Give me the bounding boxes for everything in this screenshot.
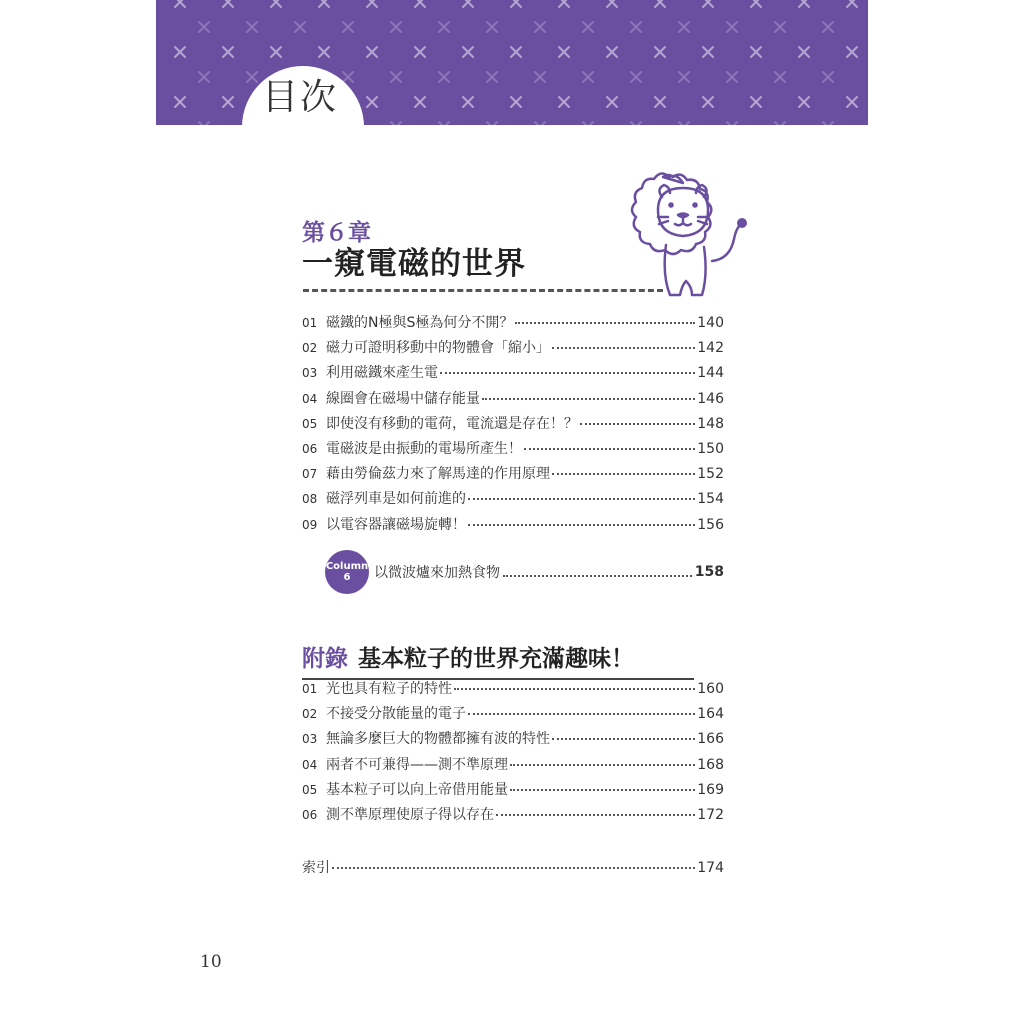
dot-leader <box>552 347 695 349</box>
appendix-title: 基本粒子的世界充滿趣味！ <box>358 646 634 672</box>
entry-title: 藉由勞倫茲力來了解馬達的作用原理 <box>326 466 550 483</box>
appendix-toc <box>302 677 724 828</box>
entry-page: 148 <box>697 415 724 432</box>
entry-title: 電磁波是由振動的電場所產生！ <box>326 440 522 457</box>
entry-title: 兩者不可兼得——測不準原理 <box>326 756 508 773</box>
column-entry[interactable] <box>325 551 724 593</box>
toc-entry[interactable] <box>302 513 724 538</box>
entry-number: 01 <box>302 316 318 330</box>
toc-entry[interactable] <box>302 387 724 412</box>
entry-page: 140 <box>697 315 724 331</box>
entry-page: 169 <box>697 781 724 798</box>
appendix-heading <box>302 648 634 671</box>
dot-leader <box>515 322 695 324</box>
entry-title: 線圈會在磁場中儲存能量 <box>326 390 480 407</box>
entry-title: 無論多麼巨大的物體都擁有波的特性 <box>326 731 550 748</box>
toc-entry[interactable] <box>302 462 724 487</box>
dot-leader <box>468 498 695 500</box>
entry-title: 利用磁鐵來產生電 <box>326 365 438 382</box>
dot-leader <box>496 814 695 816</box>
index-label: 索引 <box>302 860 330 876</box>
toc-entry[interactable] <box>302 336 724 361</box>
toc-entry[interactable] <box>302 311 724 336</box>
appendix-label: 附錄 <box>302 646 348 672</box>
entry-page: 146 <box>697 390 724 407</box>
entry-number: 09 <box>302 517 318 532</box>
toc-entry[interactable] <box>302 803 724 828</box>
entry-number: 04 <box>302 391 318 406</box>
entry-number: 06 <box>302 807 318 822</box>
entry-title: 即使沒有移動的電荷，電流還是存在！？ <box>326 415 578 432</box>
entry-number: 02 <box>302 341 318 356</box>
entry-title: 測不準原理使原子得以存在 <box>326 806 494 823</box>
entry-page: 164 <box>697 706 724 723</box>
chapter-toc <box>302 311 724 538</box>
dot-leader <box>503 575 692 577</box>
column-badge-number: 6 <box>343 572 351 583</box>
dot-leader <box>524 448 695 450</box>
page-number: 10 <box>200 952 222 972</box>
column-badge <box>325 550 369 594</box>
entry-title: 光也具有粒子的特性 <box>326 681 452 697</box>
entry-number: 04 <box>302 757 318 772</box>
dot-leader <box>454 688 695 690</box>
dot-leader <box>580 423 695 425</box>
toc-entry[interactable] <box>302 753 724 778</box>
chapter-label: 第６章 <box>302 220 371 246</box>
dot-leader <box>552 473 695 475</box>
entry-number: 05 <box>302 416 318 431</box>
entry-number: 07 <box>302 467 318 482</box>
toc-entry[interactable] <box>302 677 724 702</box>
dot-leader <box>468 524 695 526</box>
entry-number: 02 <box>302 707 318 722</box>
entry-page: 152 <box>697 466 724 483</box>
toc-entry[interactable] <box>302 361 724 386</box>
entry-title: 基本粒子可以向上帝借用能量 <box>326 781 508 798</box>
entry-title: 不接受分散能量的電子 <box>326 706 466 723</box>
dot-leader <box>440 372 695 374</box>
entry-page: 150 <box>697 440 724 457</box>
column-title: 以微波爐來加熱食物 <box>374 565 500 581</box>
column-badge-label: Column <box>325 561 369 572</box>
entry-number: 01 <box>302 682 318 696</box>
toc-entry[interactable] <box>302 437 724 462</box>
index-entry[interactable] <box>302 856 724 881</box>
entry-title: 磁鐵的N極與S極為何分不開？ <box>326 315 514 331</box>
column-page: 158 <box>694 564 724 580</box>
entry-page: 142 <box>697 340 724 357</box>
toc-entry[interactable] <box>302 778 724 803</box>
entry-number: 06 <box>302 441 318 456</box>
entry-title: 磁力可證明移動中的物體會「縮小」 <box>326 340 550 357</box>
entry-page: 160 <box>697 681 724 697</box>
entry-number: 03 <box>302 732 318 747</box>
entry-page: 154 <box>697 491 724 508</box>
toc-entry[interactable] <box>302 702 724 727</box>
dot-leader <box>510 764 695 766</box>
dot-leader <box>468 713 695 715</box>
entry-number: 03 <box>302 366 318 381</box>
entry-title: 磁浮列車是如何前進的 <box>326 491 466 508</box>
dot-leader <box>482 398 695 400</box>
entry-title: 以電容器讓磁場旋轉！ <box>326 516 466 533</box>
index-page: 174 <box>697 860 724 876</box>
entry-page: 168 <box>697 756 724 773</box>
lion-icon <box>628 165 758 300</box>
entry-number: 08 <box>302 492 318 507</box>
dot-leader <box>510 789 695 791</box>
entry-page: 166 <box>697 731 724 748</box>
entry-page: 172 <box>697 806 724 823</box>
dot-leader <box>332 867 695 869</box>
page-title: 目次 <box>262 77 339 118</box>
toc-entry[interactable] <box>302 412 724 437</box>
chapter-title: 一窺電磁的世界 <box>302 246 526 282</box>
dot-leader <box>552 738 695 740</box>
entry-page: 144 <box>697 365 724 382</box>
toc-entry[interactable] <box>302 727 724 752</box>
entry-page: 156 <box>697 516 724 533</box>
entry-number: 05 <box>302 782 318 797</box>
chapter-divider <box>303 289 663 292</box>
toc-entry[interactable] <box>302 487 724 512</box>
